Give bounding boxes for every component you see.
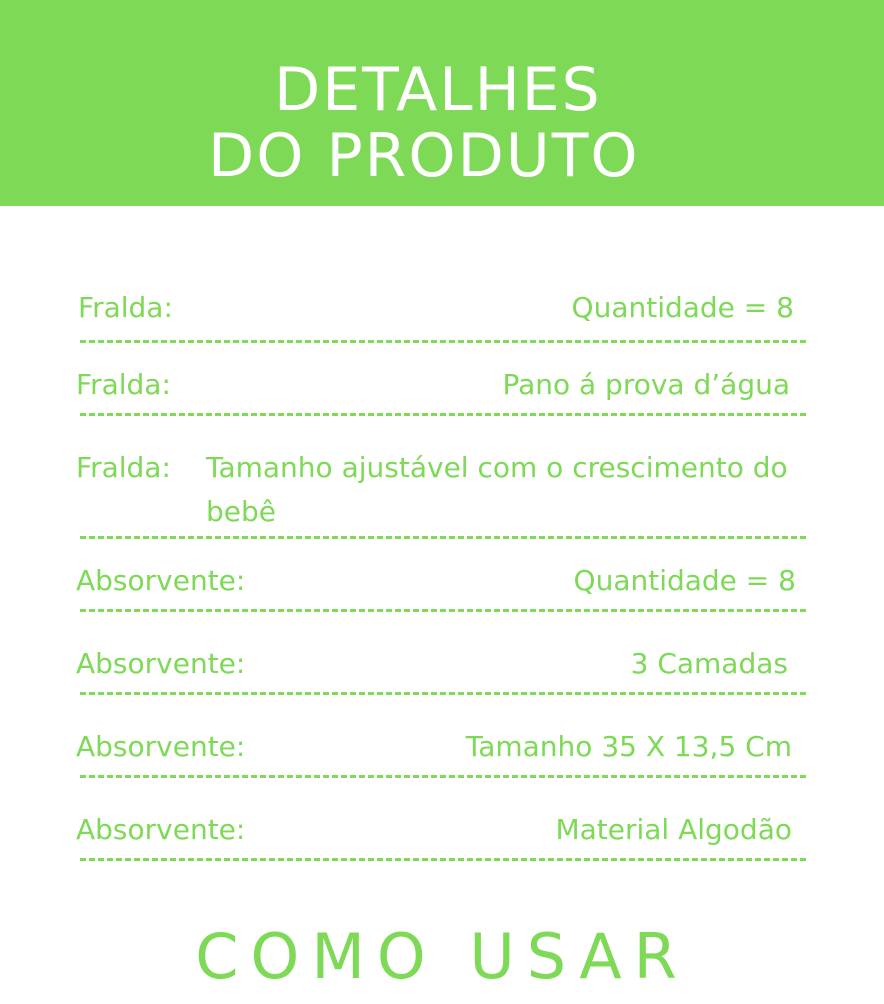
header-banner [0,0,884,206]
dashed-divider [80,413,806,416]
page-title-line-2: DO PRODUTO [208,121,640,191]
dashed-divider [80,536,806,539]
detail-value: 3 Camadas [630,647,788,680]
section-title-como-usar: COMO USAR [195,920,689,993]
detail-value: Pano á prova d’água [502,368,790,401]
detail-value: Tamanho ajustável com o crescimento do bebê [206,451,788,528]
detail-label: Absorvente: [76,647,246,680]
dashed-divider [80,609,806,612]
detail-label: Absorvente: [76,730,246,763]
dashed-divider [80,692,806,695]
detail-label: Absorvente: [76,564,246,597]
detail-value: Material Algodão [555,813,792,846]
detail-value: Tamanho 35 X 13,5 Cm [465,730,792,763]
dashed-divider [80,858,806,861]
detail-value: Quantidade = 8 [573,564,796,597]
detail-label: Fralda: [76,451,171,484]
dashed-divider [80,775,806,778]
detail-label: Fralda: [76,368,171,401]
detail-value: Quantidade = 8 [571,291,794,324]
detail-label: Absorvente: [76,813,246,846]
dashed-divider [80,340,806,343]
page-title-line-1: DETALHES [274,55,602,125]
detail-label: Fralda: [78,291,173,324]
